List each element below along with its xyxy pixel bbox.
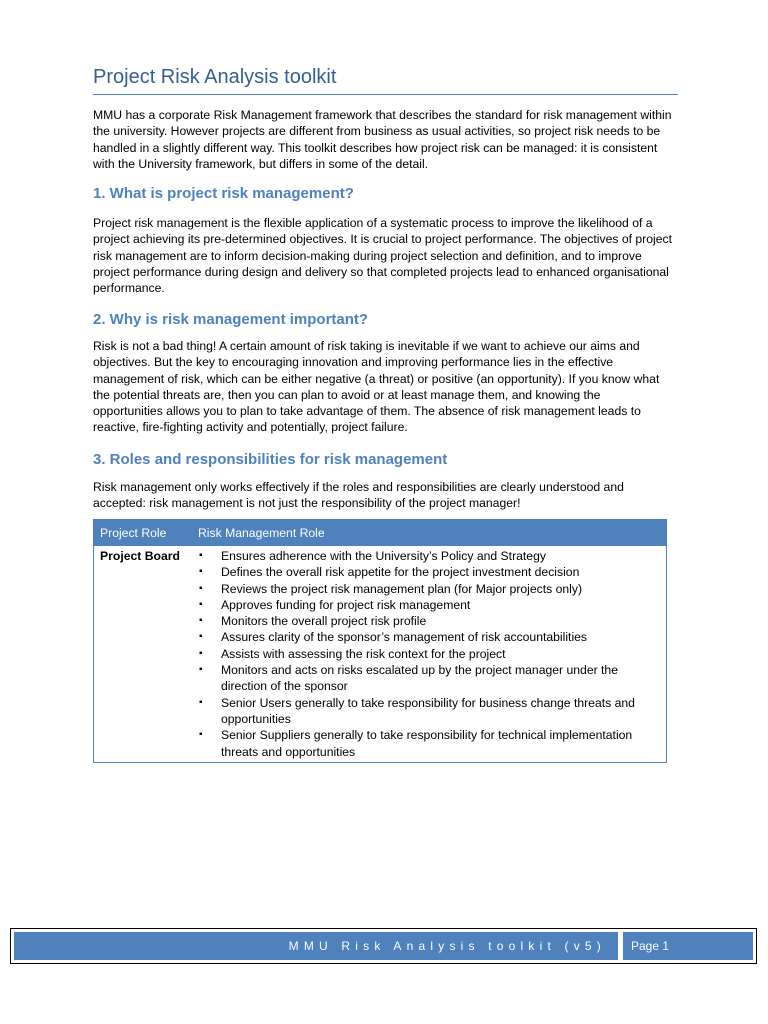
title-underline: [93, 94, 678, 95]
footer-label: MMU Risk Analysis toolkit (v5): [288, 939, 606, 953]
list-item-text: Monitors the overall project risk profile: [221, 614, 427, 629]
page-number: Page 1: [631, 939, 670, 953]
list-item-text: Ensures adherence with the University’s Policy and Strategy: [221, 549, 546, 563]
list-item: [198, 727, 666, 760]
bullet-square-icon: ▪: [199, 615, 203, 627]
responsibility-list: [198, 548, 666, 760]
section-3-body: Risk management only works effectively if the roles and responsibilities are clearly understood and accepted: risk management is not just the responsibility of the project manager!: [93, 480, 624, 511]
header-project-role: Project Role: [100, 526, 167, 540]
list-item-text: Approves funding for project risk management: [221, 597, 471, 612]
list-item: [198, 629, 666, 645]
bullet-square-icon: ▪: [199, 582, 203, 594]
list-item: [198, 581, 666, 597]
section-1-body: Project risk management is the flexible application of a systematic process to improve the likelihood of a project achieving its pre-determined objectives. It is crucial to project performance. The objectives of project risk management are to inform decision-making during project selection and definition, and to improve project performance during design and delivery so that completed projects lead to enhanced organisational performance.: [93, 216, 672, 296]
list-item: [198, 613, 666, 629]
list-item-text: Senior Users generally to take responsibility for business change threats and opportunities: [221, 695, 635, 726]
intro-paragraph: MMU has a corporate Risk Management framework that describes the standard for risk management within the university. However projects are different from business as usual activities, so project risk needs to be handled in a slightly different way. This toolkit describes how project risk can be managed: it is consistent with the University framework, but differs in some of the detail.: [93, 108, 672, 171]
section-3-heading: 3. Roles and responsibilities for risk management: [93, 451, 448, 468]
page-title: Project Risk Analysis toolkit: [93, 66, 337, 88]
table-header-row: [94, 520, 666, 546]
bullet-square-icon: ▪: [199, 631, 203, 643]
bullet-square-icon: ▪: [199, 598, 203, 610]
section-1-heading: 1. What is project risk management?: [93, 185, 354, 202]
role-name: Project Board: [100, 549, 180, 563]
section-2-heading: 2. Why is risk management important?: [93, 311, 369, 328]
list-item: [198, 695, 666, 728]
table-row: [94, 546, 666, 762]
list-item: [198, 646, 666, 662]
list-item: [198, 548, 666, 564]
roles-table: [93, 519, 667, 763]
bullet-square-icon: ▪: [199, 729, 203, 741]
list-item-text: Senior Suppliers generally to take responsibility for technical implementation threats and opportunities: [221, 728, 633, 759]
bullet-square-icon: ▪: [199, 550, 203, 561]
footer-title-bar: [14, 932, 618, 960]
list-item-text: Assists with assessing the risk context for the project: [221, 646, 506, 661]
section-2-body: Risk is not a bad thing! A certain amount of risk taking is inevitable if we want to achieve our aims and objectives. But the key to encouraging innovation and improving performance lies in the effective management of risk, which can be either negative (a threat) or positive (an opportunity). If you know what the potential threats are, then you can plan to avoid or at least manage them, and knowing the opportunities allows you to plan to take advantage of them. The absence of risk management leads to reactive, fire-fighting activity and potentially, project failure.: [93, 339, 660, 435]
list-item: [198, 597, 666, 613]
bullet-square-icon: ▪: [199, 647, 203, 659]
list-item-text: Monitors and acts on risks escalated up by the project manager under the direction of the sponsor: [221, 663, 618, 694]
bullet-square-icon: ▪: [199, 696, 203, 708]
list-item: [198, 564, 666, 580]
bullet-square-icon: ▪: [199, 664, 203, 676]
list-item-text: Assures clarity of the sponsor’s management of risk accountabilities: [221, 630, 588, 645]
footer-page-number: [621, 932, 753, 960]
header-risk-management-role: Risk Management Role: [198, 526, 325, 540]
list-item-text: Defines the overall risk appetite for the project investment decision: [221, 565, 580, 580]
list-item: [198, 662, 666, 695]
list-item-text: Reviews the project risk management plan (for Major projects only): [221, 581, 583, 596]
bullet-square-icon: ▪: [199, 566, 203, 578]
